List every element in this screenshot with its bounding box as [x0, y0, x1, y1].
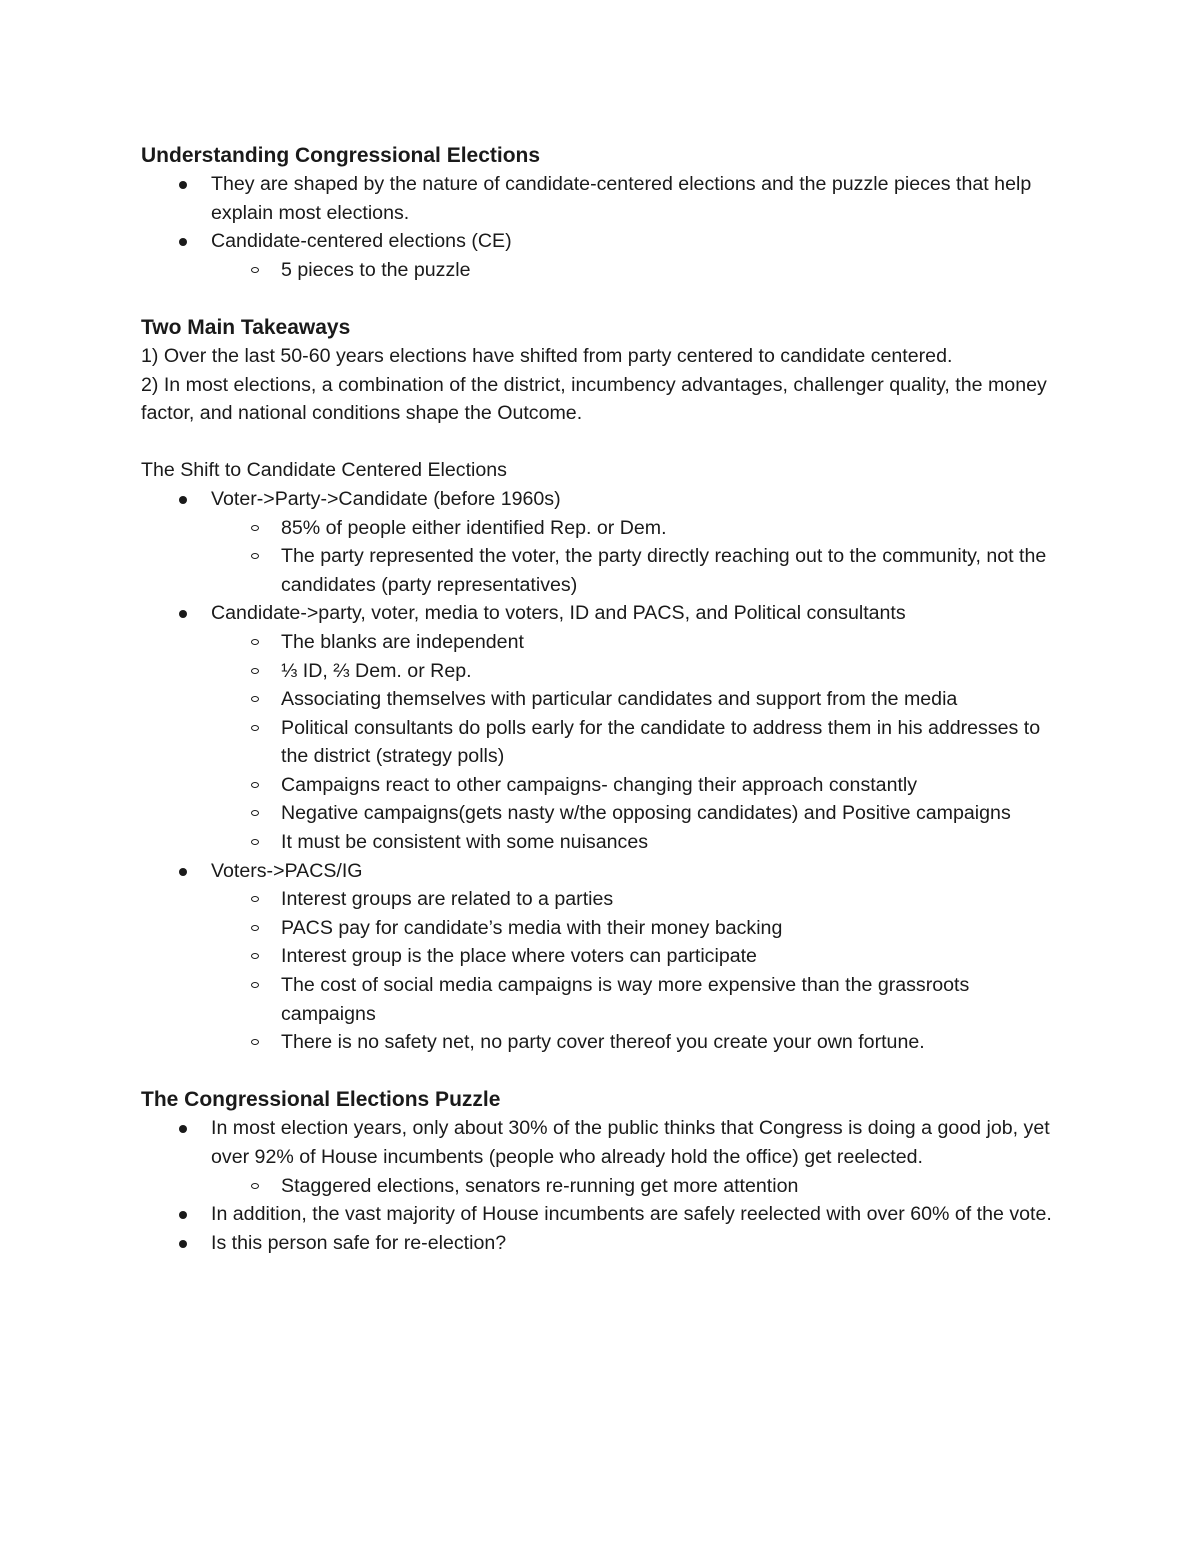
takeaway-line: 1) Over the last 50-60 years elections have shifted from party centered to candidate centered.: [141, 344, 953, 367]
bullet-list: [141, 485, 1061, 1057]
document-page: [141, 141, 1061, 1257]
list-item-text: Voters->PACS/IG: [211, 859, 363, 882]
bullet-list: [141, 170, 1061, 284]
sub-list-item: [211, 914, 1061, 943]
bullet-ring-icon: [251, 953, 259, 959]
bullet-dot-icon: [179, 1240, 187, 1248]
section-subheading: The Shift to Candidate Centered Elections: [141, 459, 507, 482]
section-heading: Two Main Takeaways: [141, 315, 351, 339]
sub-list-item-text: 5 pieces to the puzzle: [281, 258, 471, 281]
sub-bullet-list: [211, 628, 1061, 857]
sub-list-item: [211, 971, 1061, 1028]
bullet-ring-icon: [251, 925, 259, 931]
sub-list-item: [211, 657, 1061, 686]
sub-list-item: [211, 1172, 1061, 1201]
bullet-list: [141, 1114, 1061, 1257]
list-item: [141, 227, 1061, 284]
sub-list-item-text: It must be consistent with some nuisances: [281, 831, 649, 854]
bullet-ring-icon: [251, 839, 259, 845]
list-item-text: Candidate-centered elections (CE): [211, 230, 512, 253]
bullet-dot-icon: [179, 181, 187, 189]
bullet-ring-icon: [251, 725, 259, 731]
sub-bullet-list: [211, 1172, 1061, 1201]
sub-list-item: [211, 799, 1061, 828]
bullet-ring-icon: [251, 782, 259, 788]
sub-list-item: [211, 542, 1061, 599]
list-item: [141, 857, 1061, 1057]
sub-list-item-text: 85% of people either identified Rep. or Dem.: [281, 516, 667, 539]
bullet-ring-icon: [251, 982, 259, 988]
sub-list-item: [211, 628, 1061, 657]
sub-list-item-text: PACS pay for candidate’s media with their money backing: [281, 916, 783, 939]
sub-list-item-text: Campaigns react to other campaigns- changing their approach constantly: [281, 773, 918, 796]
list-item: [141, 599, 1061, 856]
bullet-ring-icon: [251, 1183, 259, 1189]
sub-list-item-text: Negative campaigns(gets nasty w/the opposing candidates) and Positive campaigns: [281, 802, 1011, 825]
sub-bullet-list: [211, 256, 1061, 285]
sub-list-item-text: Staggered elections, senators re-running get more attention: [281, 1174, 799, 1197]
bullet-dot-icon: [179, 610, 187, 618]
sub-list-item: [211, 685, 1061, 714]
sub-bullet-list: [211, 514, 1061, 600]
bullet-dot-icon: [179, 1211, 187, 1219]
sub-list-item-text: Political consultants do polls early for the candidate to address them in his addresses to the district (strategy polls): [281, 716, 1041, 768]
sub-list-item: [211, 514, 1061, 543]
bullet-ring-icon: [251, 668, 259, 674]
sub-list-item-text: The cost of social media campaigns is way more expensive than the grassroots campaigns: [281, 974, 970, 1025]
bullet-ring-icon: [251, 525, 259, 531]
list-item-text: In most election years, only about 30% of the public thinks that Congress is doing a good job, yet over 92% of House incumbents (people who already hold the office) get reelected.: [211, 1117, 1050, 1168]
section-heading: The Congressional Elections Puzzle: [141, 1088, 501, 1112]
bullet-dot-icon: [179, 868, 187, 876]
sub-list-item: [211, 942, 1061, 971]
sub-list-item: [211, 828, 1061, 857]
sub-list-item-text: The blanks are independent: [281, 630, 524, 653]
bullet-dot-icon: [179, 496, 187, 504]
bullet-dot-icon: [179, 238, 187, 246]
list-item-text: Voter->Party->Candidate (before 1960s): [211, 487, 561, 510]
sub-list-item: [211, 1028, 1061, 1057]
sub-list-item: [211, 885, 1061, 914]
list-item: [141, 170, 1061, 227]
list-item: [141, 1200, 1061, 1229]
sub-list-item: [211, 714, 1061, 771]
list-item-text: Is this person safe for re-election?: [211, 1231, 507, 1254]
bullet-ring-icon: [251, 639, 259, 645]
bullet-ring-icon: [251, 896, 259, 902]
list-item-text: They are shaped by the nature of candidate-centered elections and the puzzle pieces that help explain most elections.: [211, 173, 1032, 224]
sub-list-item-text: Associating themselves with particular candidates and support from the media: [281, 688, 958, 711]
list-item-text: In addition, the vast majority of House incumbents are safely reelected with over 60% of the vote.: [211, 1203, 1052, 1226]
sub-list-item: [211, 771, 1061, 800]
section-heading: Understanding Congressional Elections: [141, 144, 541, 167]
bullet-ring-icon: [251, 553, 259, 559]
sub-bullet-list: [211, 885, 1061, 1057]
bullet-ring-icon: [251, 1039, 259, 1045]
takeaway-line: 2) In most elections, a combination of the district, incumbency advantages, challenger quality, the money factor, and national conditions shape the Outcome.: [141, 373, 1047, 425]
sub-list-item-text: ⅓ ID, ⅔ Dem. or Rep.: [281, 659, 472, 682]
bullet-ring-icon: [251, 267, 259, 273]
list-item-text: Candidate->party, voter, media to voters, ID and PACS, and Political consultants: [211, 602, 906, 625]
sub-list-item-text: Interest groups are related to a parties: [281, 888, 614, 911]
list-item: [141, 1114, 1061, 1200]
sub-list-item: [211, 256, 1061, 285]
bullet-ring-icon: [251, 696, 259, 702]
list-item: [141, 485, 1061, 599]
bullet-ring-icon: [251, 810, 259, 816]
sub-list-item-text: There is no safety net, no party cover thereof you create your own fortune.: [281, 1031, 925, 1054]
bullet-dot-icon: [179, 1125, 187, 1133]
sub-list-item-text: Interest group is the place where voters can participate: [281, 945, 757, 968]
sub-list-item-text: The party represented the voter, the party directly reaching out to the community, not the candidates (party representatives): [281, 545, 1047, 596]
list-item: [141, 1229, 1061, 1258]
